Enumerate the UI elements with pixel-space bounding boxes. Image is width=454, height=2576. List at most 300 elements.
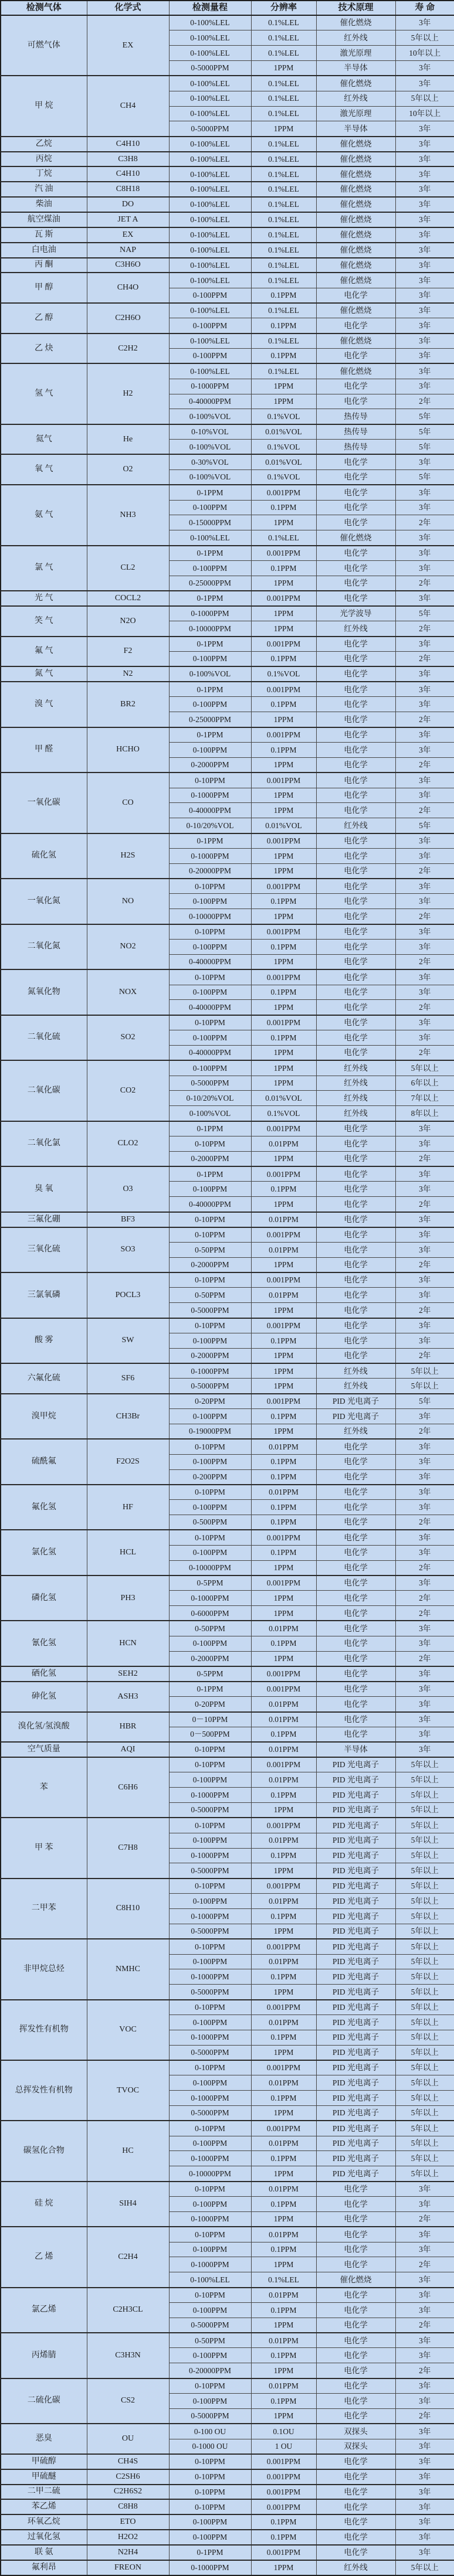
formula-cell: HF (87, 1485, 169, 1530)
gas-name-cell: 空气质量 (1, 1742, 87, 1757)
range-cell: 0-100%LEL (169, 212, 251, 227)
range-cell: 0-100%LEL (169, 303, 251, 318)
lifespan-cell: 2年 (395, 1606, 454, 1621)
principle-cell: PID 光电离子 (316, 1803, 395, 1818)
principle-cell: 电化学 (316, 1500, 395, 1515)
resolution-cell: 0.1%LEL (251, 227, 316, 243)
resolution-cell: 0.1PPM (251, 1515, 316, 1530)
range-cell: 0-40000PPM (169, 1197, 251, 1212)
range-cell: 0-1000PPM (169, 2257, 251, 2272)
range-cell: 0-40000PPM (169, 1045, 251, 1060)
range-cell: 0-40000PPM (169, 954, 251, 969)
principle-cell: 电化学 (316, 1530, 395, 1545)
range-cell: 0-1000PPM (169, 1969, 251, 1985)
principle-cell: 红外线 (316, 1076, 395, 1091)
principle-cell: 电化学 (316, 909, 395, 924)
principle-cell: 电化学 (316, 939, 395, 954)
principle-cell: 电化学 (316, 879, 395, 894)
lifespan-cell: 5年以上 (395, 2014, 454, 2030)
principle-cell: 电化学 (316, 2302, 395, 2318)
principle-cell: 电化学 (316, 2197, 395, 2212)
table-row (1, 212, 454, 227)
range-cell: 0-10PPM (169, 2060, 251, 2075)
lifespan-cell: 3年 (395, 2378, 454, 2394)
range-cell: 0-10PPM (169, 1318, 251, 1333)
lifespan-cell: 3年 (395, 546, 454, 561)
lifespan-cell: 3年 (395, 1469, 454, 1485)
range-cell: 0-100%VOL (169, 666, 251, 682)
formula-cell: C3H8 (87, 152, 169, 167)
resolution-cell: 1PPM (251, 606, 316, 621)
gas-name-cell: 丙烯腈 (1, 2333, 87, 2378)
range-cell: 0-1000PPM (169, 1591, 251, 1606)
resolution-cell: 0.1%LEL (251, 182, 316, 197)
range-cell: 0-100PPM (169, 939, 251, 954)
principle-cell: 催化燃烧 (316, 363, 395, 379)
table-row (1, 1015, 454, 1030)
principle-cell: 电化学 (316, 2257, 395, 2272)
formula-cell: SO2 (87, 1015, 169, 1061)
principle-cell: 电化学 (316, 1439, 395, 1454)
range-cell: 0-10PPM (169, 1272, 251, 1288)
range-cell: 0-1000PPM (169, 1908, 251, 1924)
principle-cell: 电化学 (316, 697, 395, 712)
table-row (1, 2514, 454, 2530)
gas-name-cell: 乙 烯 (1, 2227, 87, 2287)
range-cell: 0-10PPM (169, 2485, 251, 2500)
range-cell: 0-100PPM (169, 2302, 251, 2318)
principle-cell: 电化学 (316, 2408, 395, 2424)
resolution-cell: 0.001PPM (251, 1530, 316, 1545)
principle-cell: 电化学 (316, 1166, 395, 1182)
range-cell: 0-10PPM (169, 1227, 251, 1243)
range-cell: 0-20000PPM (169, 2363, 251, 2378)
lifespan-cell: 3年 (395, 637, 454, 652)
gas-name-cell: 汽 油 (1, 182, 87, 197)
principle-cell: PID 光电离子 (316, 2000, 395, 2015)
gas-name-cell: 苯乙烯 (1, 2499, 87, 2514)
resolution-cell: 0.001PPM (251, 727, 316, 743)
resolution-cell: 1PPM (251, 803, 316, 818)
range-cell: 0-100PPM (169, 2530, 251, 2545)
resolution-cell: 1PPM (251, 1606, 316, 1621)
principle-cell: 电化学 (316, 1121, 395, 1136)
resolution-cell: 1PPM (251, 121, 316, 137)
range-cell: 0-100%LEL (169, 46, 251, 61)
lifespan-cell: 3年 (395, 743, 454, 758)
table-row (1, 1712, 454, 1727)
lifespan-cell: 5年以上 (395, 2105, 454, 2121)
range-cell: 0-100%LEL (169, 137, 251, 152)
table-row (1, 2227, 454, 2242)
header-row (1, 1, 454, 15)
range-cell: 0-10PPM (169, 1015, 251, 1030)
range-cell: 0-100%LEL (169, 197, 251, 212)
table-row (1, 1939, 454, 1954)
principle-cell: 电化学 (316, 1727, 395, 1742)
resolution-cell: 0.1%LEL (251, 273, 316, 288)
lifespan-cell: 3年 (395, 166, 454, 182)
principle-cell: 电化学 (316, 1318, 395, 1333)
lifespan-cell: 5年以上 (395, 2030, 454, 2045)
table-row (1, 485, 454, 500)
table-row (1, 1879, 454, 1894)
resolution-cell: 1PPM (251, 2166, 316, 2182)
formula-cell: NO (87, 879, 169, 924)
resolution-cell: 0.01PPM (251, 1742, 316, 1757)
range-cell: 0-2000PPM (169, 1151, 251, 1166)
resolution-cell: 1PPM (251, 2257, 316, 2272)
range-cell: 0-100%LEL (169, 30, 251, 46)
formula-cell: POCL3 (87, 1272, 169, 1318)
resolution-cell: 1PPM (251, 2363, 316, 2378)
range-cell: 0-100%LEL (169, 76, 251, 91)
principle-cell: 电化学 (316, 2242, 395, 2257)
principle-cell: 电化学 (316, 757, 395, 773)
resolution-cell: 1PPM (251, 2318, 316, 2333)
gas-name-cell: 三氟化硼 (1, 1212, 87, 1227)
formula-cell: C8H18 (87, 182, 169, 197)
range-cell: 0-100PPM (169, 1833, 251, 1848)
principle-cell: 红外线 (316, 2560, 395, 2575)
lifespan-cell: 5年以上 (395, 1894, 454, 1909)
formula-cell: C2H4 (87, 2227, 169, 2287)
gas-name-cell: 甲 烷 (1, 76, 87, 136)
lifespan-cell: 10年以上 (395, 106, 454, 121)
resolution-cell: 1PPM (251, 1985, 316, 2000)
lifespan-cell: 3年 (395, 591, 454, 606)
principle-cell: 热传导 (316, 440, 395, 455)
resolution-cell: 0.1PPM (251, 1636, 316, 1651)
resolution-cell: 0.1PPM (251, 2302, 316, 2318)
col-header-gas: 检测气体 (1, 1, 87, 15)
resolution-cell: 0.1%LEL (251, 106, 316, 121)
principle-cell: 催化燃烧 (316, 212, 395, 227)
principle-cell: 电化学 (316, 1666, 395, 1682)
range-cell: 0-10PPM (169, 1212, 251, 1227)
range-cell: 0-10PPM (169, 1485, 251, 1500)
resolution-cell: 0.01PPM (251, 2182, 316, 2197)
principle-cell: PID 光电离子 (316, 2060, 395, 2075)
lifespan-cell: 5年 (395, 818, 454, 833)
resolution-cell: 0.001PPM (251, 2121, 316, 2136)
principle-cell: PID 光电离子 (316, 2105, 395, 2121)
principle-cell: 电化学 (316, 727, 395, 743)
range-cell: 0-100PPM (169, 894, 251, 909)
resolution-cell: 0.1PPM (251, 1409, 316, 1424)
principle-cell: 红外线 (316, 621, 395, 637)
range-cell: 0-1000PPM (169, 1363, 251, 1379)
principle-cell: PID 光电离子 (316, 1985, 395, 2000)
gas-name-cell: 砷化氢 (1, 1682, 87, 1712)
range-cell: 0-100PPM (169, 1030, 251, 1046)
resolution-cell: 0.01PPM (251, 2014, 316, 2030)
range-cell: 0-100PPM (169, 2348, 251, 2363)
lifespan-cell: 5年以上 (395, 2136, 454, 2151)
lifespan-cell: 3年 (395, 15, 454, 30)
lifespan-cell: 3年 (395, 303, 454, 318)
range-cell: 0-10PPM (169, 2288, 251, 2303)
gas-name-cell: 硅 烷 (1, 2182, 87, 2227)
principle-cell: 电化学 (316, 954, 395, 969)
resolution-cell: 0.01PPM (251, 1697, 316, 1712)
principle-cell: 红外线 (316, 1363, 395, 1379)
principle-cell: 催化燃烧 (316, 2272, 395, 2288)
principle-cell: 电化学 (316, 773, 395, 788)
range-cell: 0-40000PPM (169, 394, 251, 409)
range-cell: 0-100PPM (169, 1500, 251, 1515)
lifespan-cell: 3年 (395, 1454, 454, 1469)
principle-cell: 热传导 (316, 409, 395, 424)
lifespan-cell: 5年以上 (395, 1818, 454, 1833)
range-cell: 0-100PPM (169, 2014, 251, 2030)
gas-name-cell: 甲硫醇 (1, 2454, 87, 2469)
principle-cell: PID 光电离子 (316, 1939, 395, 1954)
col-header-range: 检测量程 (169, 1, 251, 15)
table-row (1, 227, 454, 243)
resolution-cell: 0.1PPM (251, 1333, 316, 1348)
range-cell: 0-100PPM (169, 349, 251, 364)
principle-cell: 电化学 (316, 546, 395, 561)
principle-cell: 激光原理 (316, 46, 395, 61)
principle-cell: PID 光电离子 (316, 1833, 395, 1848)
lifespan-cell: 2年 (395, 651, 454, 666)
lifespan-cell: 3年 (395, 61, 454, 76)
principle-cell: 电化学 (316, 2530, 395, 2545)
lifespan-cell: 8年以上 (395, 1106, 454, 1121)
gas-name-cell: 航空煤油 (1, 212, 87, 227)
resolution-cell: 0.1PPM (251, 1545, 316, 1560)
formula-cell: EX (87, 227, 169, 243)
principle-cell: PID 光电离子 (316, 1848, 395, 1863)
table-row (1, 2182, 454, 2197)
principle-cell: 电化学 (316, 349, 395, 364)
lifespan-cell: 3年 (395, 530, 454, 546)
gas-name-cell: 磷化氢 (1, 1575, 87, 1621)
principle-cell: 电化学 (316, 1621, 395, 1636)
range-cell: 0-100%LEL (169, 334, 251, 349)
range-cell: 0-20000PPM (169, 863, 251, 879)
resolution-cell: 0.1%LEL (251, 197, 316, 212)
resolution-cell: 0.1%VOL (251, 1106, 316, 1121)
principle-cell: 催化燃烧 (316, 227, 395, 243)
range-cell: 0-100%LEL (169, 106, 251, 121)
lifespan-cell: 3年 (395, 666, 454, 682)
resolution-cell: 1PPM (251, 2408, 316, 2424)
resolution-cell: 0.1%LEL (251, 30, 316, 46)
resolution-cell: 0.001PPM (251, 637, 316, 652)
range-cell: 0-100PPM (169, 2393, 251, 2408)
formula-cell: C2SH6 (87, 2469, 169, 2485)
principle-cell: 红外线 (316, 818, 395, 833)
range-cell: 0-100PPM (169, 1954, 251, 1969)
range-cell: 0-10000PPM (169, 2166, 251, 2182)
resolution-cell: 0.001PPM (251, 879, 316, 894)
lifespan-cell: 2年 (395, 1151, 454, 1166)
table-row (1, 2000, 454, 2015)
principle-cell: 电化学 (316, 1515, 395, 1530)
gas-name-cell: 二氧化氯 (1, 1121, 87, 1167)
range-cell: 0-10000PPM (169, 909, 251, 924)
principle-cell: 红外线 (316, 30, 395, 46)
principle-cell: 电化学 (316, 848, 395, 863)
formula-cell: CH4S (87, 2454, 169, 2469)
range-cell: 0-100PPM (169, 1772, 251, 1788)
resolution-cell: 0.01PPM (251, 1833, 316, 1848)
lifespan-cell: 3年 (395, 152, 454, 167)
principle-cell: 电化学 (316, 803, 395, 818)
resolution-cell: 1PPM (251, 2560, 316, 2575)
formula-cell: SF6 (87, 1363, 169, 1394)
principle-cell: 电化学 (316, 515, 395, 530)
lifespan-cell: 3年 (395, 1712, 454, 1727)
lifespan-cell: 3年 (395, 879, 454, 894)
lifespan-cell: 2年 (395, 1651, 454, 1666)
lifespan-cell: 3年 (395, 1318, 454, 1333)
formula-cell: HCHO (87, 727, 169, 773)
formula-cell: C3H3N (87, 2333, 169, 2378)
resolution-cell: 1PPM (251, 621, 316, 637)
formula-cell: F2O2S (87, 1439, 169, 1485)
resolution-cell: 0.1PPM (251, 1788, 316, 1803)
formula-cell: ASH3 (87, 1682, 169, 1712)
principle-cell: 电化学 (316, 2318, 395, 2333)
principle-cell: 电化学 (316, 1560, 395, 1575)
lifespan-cell: 3年 (395, 2302, 454, 2318)
gas-name-cell: 挥发性有机物 (1, 2000, 87, 2060)
lifespan-cell: 5年以上 (395, 1788, 454, 1803)
table-row (1, 546, 454, 561)
table-row (1, 1318, 454, 1333)
resolution-cell: 1PPM (251, 2105, 316, 2121)
principle-cell: 催化燃烧 (316, 76, 395, 91)
resolution-cell: 1PPM (251, 1363, 316, 1379)
range-cell: 0-1PPM (169, 485, 251, 500)
principle-cell: 电化学 (316, 1591, 395, 1606)
range-cell: 0-1PPM (169, 1166, 251, 1182)
lifespan-cell: 3年 (395, 2485, 454, 2500)
range-cell: 0-10PPM (169, 773, 251, 788)
principle-cell: 电化学 (316, 394, 395, 409)
resolution-cell: 0.001PPM (251, 546, 316, 561)
range-cell: 0-5000PPM (169, 61, 251, 76)
resolution-cell: 0.1PPM (251, 2514, 316, 2530)
lifespan-cell: 2年 (395, 909, 454, 924)
range-cell: 0-2000PPM (169, 1651, 251, 1666)
gas-name-cell: 碳氢化合物 (1, 2121, 87, 2181)
lifespan-cell: 3年 (395, 2469, 454, 2485)
lifespan-cell: 2年 (395, 2257, 454, 2272)
lifespan-cell: 3年 (395, 1575, 454, 1591)
table-row (1, 2424, 454, 2439)
range-cell: 0-10/20%VOL (169, 1091, 251, 1106)
table-row (1, 2560, 454, 2575)
range-cell: 0-1PPM (169, 591, 251, 606)
lifespan-cell: 2年 (395, 712, 454, 727)
gas-name-cell: 二氧化氮 (1, 924, 87, 970)
range-cell: 0-1000PPM (169, 2030, 251, 2045)
principle-cell: 电化学 (316, 2499, 395, 2514)
range-cell: 0-100PPM (169, 500, 251, 515)
resolution-cell: 0.1%VOL (251, 469, 316, 485)
principle-cell: 电化学 (316, 2514, 395, 2530)
formula-cell: TVOC (87, 2060, 169, 2121)
principle-cell: PID 光电离子 (316, 1969, 395, 1985)
resolution-cell: 0.1PPM (251, 2151, 316, 2166)
lifespan-cell: 2年 (395, 1515, 454, 1530)
formula-cell: C2H6S2 (87, 2485, 169, 2500)
formula-cell: COCL2 (87, 591, 169, 606)
principle-cell: 电化学 (316, 969, 395, 985)
gas-name-cell: 溴化氢/氢溴酸 (1, 1712, 87, 1743)
range-cell: 0-10PPM (169, 1879, 251, 1894)
resolution-cell: 0.01PPM (251, 2075, 316, 2091)
range-cell: 0-1000PPM (169, 2560, 251, 2575)
formula-cell: SIH4 (87, 2182, 169, 2227)
range-cell: 0-10PPM (169, 2121, 251, 2136)
lifespan-cell: 2年 (395, 863, 454, 879)
table-row (1, 1818, 454, 1833)
range-cell: 0-50PPM (169, 1621, 251, 1636)
lifespan-cell: 5年以上 (395, 2166, 454, 2182)
table-row (1, 363, 454, 379)
formula-cell: C6H6 (87, 1757, 169, 1818)
principle-cell: 电化学 (316, 2545, 395, 2560)
gas-name-cell: 氦气 (1, 424, 87, 455)
formula-cell: H2 (87, 363, 169, 424)
resolution-cell: 0.1%LEL (251, 363, 316, 379)
gas-name-cell: 甲 醛 (1, 727, 87, 773)
table-row (1, 666, 454, 682)
resolution-cell: 0.1%LEL (251, 152, 316, 167)
principle-cell: 电化学 (316, 666, 395, 682)
resolution-cell: 1PPM (251, 1197, 316, 1212)
lifespan-cell: 2年 (395, 2408, 454, 2424)
lifespan-cell: 5年以上 (395, 1379, 454, 1394)
gas-name-cell: 乙烷 (1, 137, 87, 152)
lifespan-cell: 5年以上 (395, 1833, 454, 1848)
principle-cell: 红外线 (316, 1106, 395, 1121)
resolution-cell: 0.1%LEL (251, 166, 316, 182)
range-cell: 0-10PPM (169, 1530, 251, 1545)
principle-cell: 电化学 (316, 2211, 395, 2227)
range-cell: 0-10PPM (169, 1818, 251, 1833)
lifespan-cell: 3年 (395, 1136, 454, 1151)
gas-name-cell: 甲 醇 (1, 273, 87, 303)
principle-cell: 电化学 (316, 743, 395, 758)
resolution-cell: 0.1PPM (251, 1727, 316, 1742)
resolution-cell: 0.001PPM (251, 1682, 316, 1697)
lifespan-cell: 3年 (395, 363, 454, 379)
principle-cell: 电化学 (316, 2348, 395, 2363)
range-cell: 0-10PPM (169, 1757, 251, 1772)
table-row (1, 243, 454, 258)
range-cell: 0-100%LEL (169, 258, 251, 273)
principle-cell: 电化学 (316, 454, 395, 469)
resolution-cell: 1PPM (251, 1257, 316, 1272)
table-row (1, 1621, 454, 1636)
table-row (1, 2530, 454, 2545)
lifespan-cell: 3年 (395, 894, 454, 909)
lifespan-cell: 3年 (395, 197, 454, 212)
resolution-cell: 0.1PPM (251, 1469, 316, 1485)
resolution-cell: 0.001PPM (251, 1318, 316, 1333)
range-cell: 0-6000PPM (169, 1606, 251, 1621)
lifespan-cell: 3年 (395, 1015, 454, 1030)
table-row (1, 1742, 454, 1757)
lifespan-cell: 2年 (395, 1045, 454, 1060)
resolution-cell: 0.01PPM (251, 1439, 316, 1454)
